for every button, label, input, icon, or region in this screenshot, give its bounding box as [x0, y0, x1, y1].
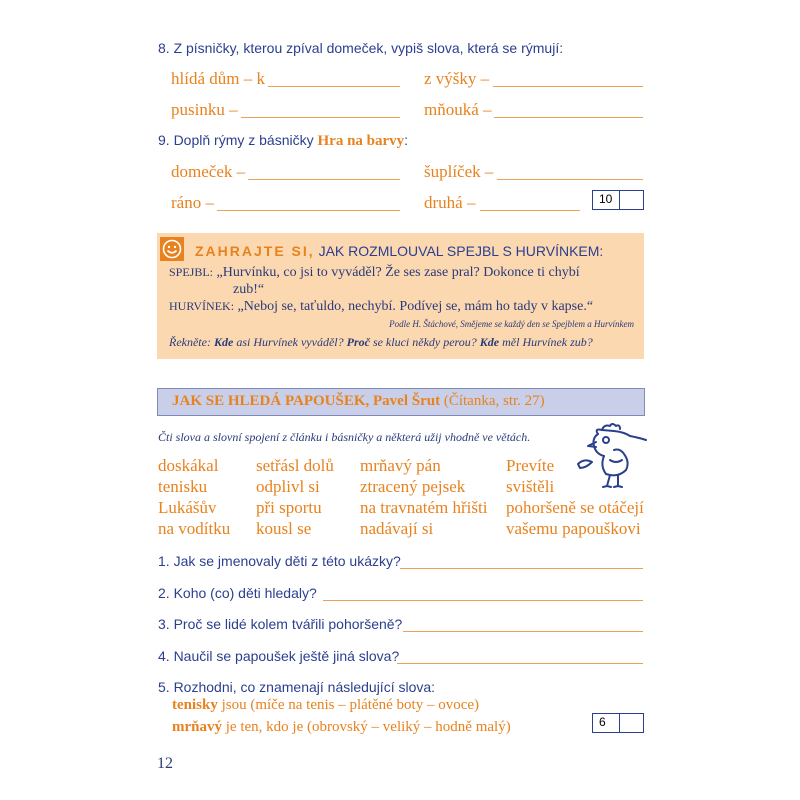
ex9-item-3: ráno – [171, 193, 214, 212]
word-grid-cell: Prevíte [506, 456, 555, 475]
ex8-item-4: mňouká – [424, 100, 492, 119]
question-1: 1. Jak se jmenovaly děti z této ukázky? [158, 553, 401, 569]
word-grid-cell: Lukášův [158, 498, 217, 517]
word-grid-cell: svištěli [506, 477, 555, 496]
ask-keyword: Kde [479, 335, 500, 349]
question-5: 5. Rozhodni, co znamenají následující slova: [158, 679, 436, 695]
ex9-answer-line-2[interactable] [497, 179, 643, 180]
ex9-answer-line-3[interactable] [217, 210, 400, 211]
q5-term-b: mrňavý [172, 719, 222, 735]
answer-line-3[interactable] [403, 631, 643, 632]
ex9-item-2: šuplíček – [424, 162, 494, 181]
word-grid-cell: na travnatém hřišti [360, 498, 488, 517]
ask-keyword: Proč [346, 335, 370, 349]
section-title-bar [157, 388, 645, 416]
q5-choices-a: jsou (míče na tenis – plátěné boty – ovoce) [217, 697, 480, 713]
game-title-rest: JAK ROZMLOUVAL SPEJBL S HURVÍNKEM: [314, 243, 604, 259]
ex9-answer-line-1[interactable] [248, 179, 400, 180]
section-title-bold: JAK SE HLEDÁ PAPOUŠEK, Pavel Šrut [172, 393, 441, 409]
word-grid-cell: kousl se [256, 519, 312, 538]
question-4: 4. Naučil se papoušek ještě jiná slova? [158, 648, 400, 664]
ask-text: se kluci někdy perou? [369, 335, 480, 349]
ask-text: asi Hurvínek vyváděl? [233, 335, 347, 349]
ex9-prompt-text: 9. Doplň rýmy z básničky [158, 132, 318, 148]
q5-term-a: tenisky [172, 697, 218, 713]
hurvinek-text: „Neboj se, taťuldo, nechybí. Podívej se, mám ho tady v kapse.“ [237, 299, 594, 314]
score-divider [619, 191, 620, 209]
word-grid-cell: tenisku [158, 477, 208, 496]
game-title-bold: ZAHRAJTE SI, [195, 243, 315, 259]
ex9-score-value: 10 [599, 192, 613, 206]
word-grid-cell: odplivl si [256, 477, 320, 496]
word-grid-cell: ztracený pejsek [360, 477, 466, 496]
question-3: 3. Proč se lidé kolem tvářili pohoršeně? [158, 616, 403, 632]
ex9-score-box[interactable] [592, 190, 644, 210]
section-title [172, 393, 545, 410]
smiley-icon [160, 237, 184, 261]
spejbl-line [169, 265, 580, 281]
ex8-answer-line-2[interactable] [493, 86, 643, 87]
q5-choices-b: je ten, kdo je (obrovský – veliký – hodně malý) [222, 719, 511, 735]
ask-text: měl Hurvínek zub? [499, 335, 593, 349]
source-note: Podle H. Štáchové, Smějeme se každý den se Spejblem a Hurvínkem [389, 319, 634, 329]
ex9-item-1: domeček – [171, 162, 246, 181]
ex8-answer-line-4[interactable] [494, 117, 643, 118]
word-grid-cell: doskákal [158, 456, 219, 475]
answer-line-4[interactable] [397, 663, 643, 664]
answer-line-2[interactable] [323, 600, 643, 601]
ex8-item-1: hlídá dům – k [171, 69, 265, 88]
game-questions [169, 335, 593, 350]
word-grid-cell: vašemu papouškovi [506, 519, 641, 538]
ex9-prompt-title: Hra na barvy [317, 133, 405, 149]
game-title [195, 243, 603, 259]
ask-keyword: Kde [213, 335, 234, 349]
question-2: 2. Koho (co) děti hledaly? [158, 585, 317, 601]
ex8-item-3: pusinku – [171, 100, 238, 119]
word-grid-cell: mrňavý pán [360, 456, 441, 475]
exercise-9-prompt [158, 132, 408, 150]
section-title-rest: (Čítanka, str. 27) [440, 393, 545, 409]
hurvinek-label: HURVÍNEK: [169, 299, 235, 313]
ex8-answer-line-1[interactable] [268, 86, 400, 87]
ask-text: Řekněte: [169, 335, 214, 349]
page-number: 12 [157, 755, 173, 772]
word-grid-cell: na vodítku [158, 519, 231, 538]
q5-option-a[interactable] [172, 697, 479, 714]
word-grid-cell: pohoršeně se otáčejí [506, 498, 644, 517]
word-grid-cell: nadávají si [360, 519, 434, 538]
q5-score-value: 6 [599, 715, 606, 729]
spejbl-text-1: „Hurvínku, co jsi to vyváděl? Že ses zase pral? Dokonce ti chybí [216, 265, 580, 280]
ex9-item-4: druhá – [424, 193, 476, 212]
hurvinek-line [169, 299, 593, 315]
parrot-illustration [574, 420, 648, 488]
exercise-8-prompt: 8. Z písničky, kterou zpíval domeček, vypiš slova, která se rýmují: [158, 40, 564, 56]
spejbl-text-2: zub!“ [233, 282, 265, 297]
ex8-item-2: z výšky – [424, 69, 490, 88]
ex8-answer-line-3[interactable] [241, 117, 400, 118]
q5-option-b[interactable] [172, 719, 511, 736]
spejbl-label: SPEJBL: [169, 265, 214, 279]
word-grid-cell: setřásl dolů [256, 456, 334, 475]
game-panel [157, 233, 644, 359]
answer-line-1[interactable] [400, 568, 643, 569]
ex9-answer-line-4[interactable] [480, 210, 580, 211]
score-divider [619, 714, 620, 732]
ex9-prompt-colon: : [404, 132, 409, 148]
section-instruction: Čti slova a slovní spojení z článku i básničky a některá užij vhodně ve větách. [158, 430, 531, 444]
q5-score-box[interactable] [592, 713, 644, 733]
word-grid-cell: při sportu [256, 498, 322, 517]
